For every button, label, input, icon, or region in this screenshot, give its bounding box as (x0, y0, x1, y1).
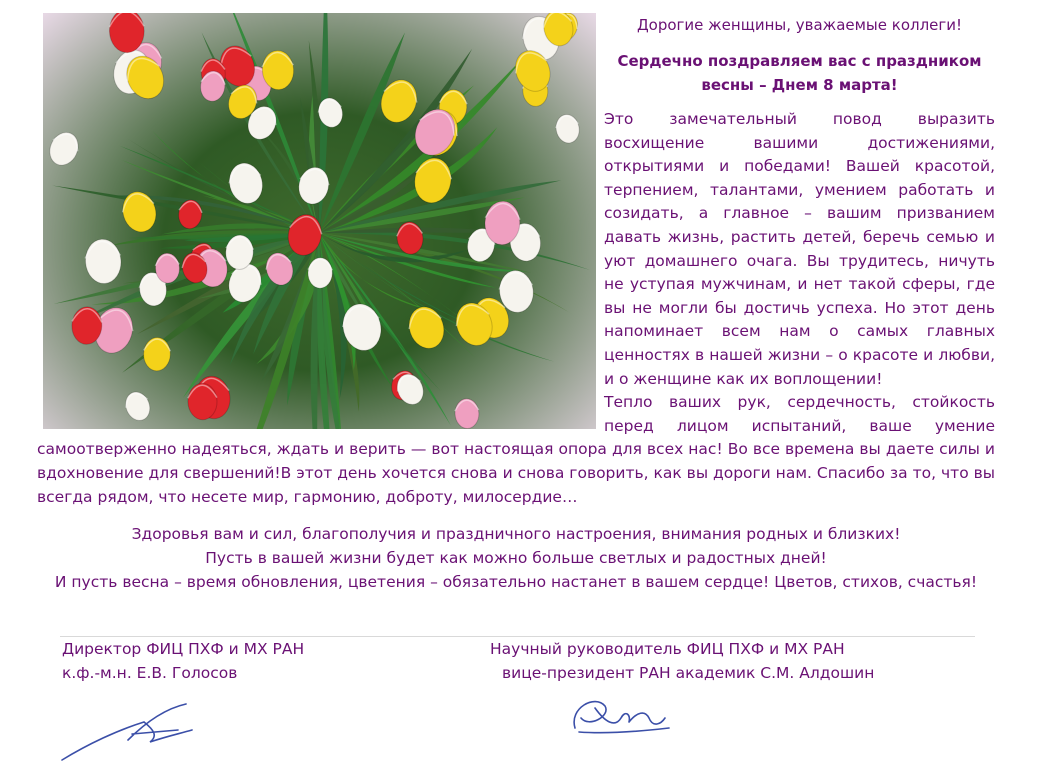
signature-right-name: вице-президент РАН академик С.М. Алдошин (502, 664, 875, 682)
headline (604, 49, 995, 97)
body-paragraph-1: Это замечательный повод выразить восхищение вашими достижениями, открытиями и победами! Вашей красотой, терпением, талантами, умением работать и созидать, а главное – вашим призванием давать жизнь, растить детей, беречь семью и уют домашнего очага. Вы трудитесь, ничуть не уступая мужчинам, и нет такой сферы, где вы не могли бы достичь успеха. Но этот день напоминает всем нам о самых главных ценностях в нашей жизни – о красоте и любви, и о женщине как их воплощении! (604, 110, 995, 388)
greeting-line: Дорогие женщины, уважаемые коллеги! (636, 16, 963, 34)
headline-line-2: весны – Днем 8 марта! (701, 76, 898, 94)
body-text (37, 108, 995, 509)
image-float-spacer (37, 108, 604, 438)
greeting-header (604, 13, 995, 97)
body-paragraph-2: Тепло ваших рук, сердечность, стойкость перед лицом испытаний, ваше умение самоотверженно надеяться, ждать и верить — вот настоящая опора для всех нас! Во все времена вы даете силы и вдохновение для свершений!В этот день хочется снова и снова говорить, как вы дороги нам. Спасибо за то, что вы всегда рядом, что несете мир, гармонию, доброту, милосердие… (37, 393, 995, 506)
headline-line-1: Сердечно поздравляем вас с праздником (617, 52, 982, 70)
signature-right (490, 637, 874, 685)
signature-left-name: к.ф.-м.н. Е.В. Голосов (62, 664, 238, 682)
signature-right-title: Научный руководитель ФИЦ ПХФ и МХ РАН (490, 640, 845, 658)
wish-line-2: Пусть в вашей жизни будет как можно больше светлых и радостных дней! (205, 549, 827, 567)
wish-line-1: Здоровья вам и сил, благополучия и праздничного настроения, внимания родных и близких! (131, 525, 901, 543)
handwritten-signature-right (565, 688, 675, 748)
signature-left-title: Директор ФИЦ ПХФ и МХ РАН (62, 640, 305, 658)
wish-line-3: И пусть весна – время обновления, цветения – обязательно настанет в вашем сердце! Цветов, стихов, счастья! (54, 573, 978, 591)
wishes-block (37, 522, 995, 594)
signature-left (62, 637, 304, 685)
handwritten-signature-left (58, 700, 198, 764)
